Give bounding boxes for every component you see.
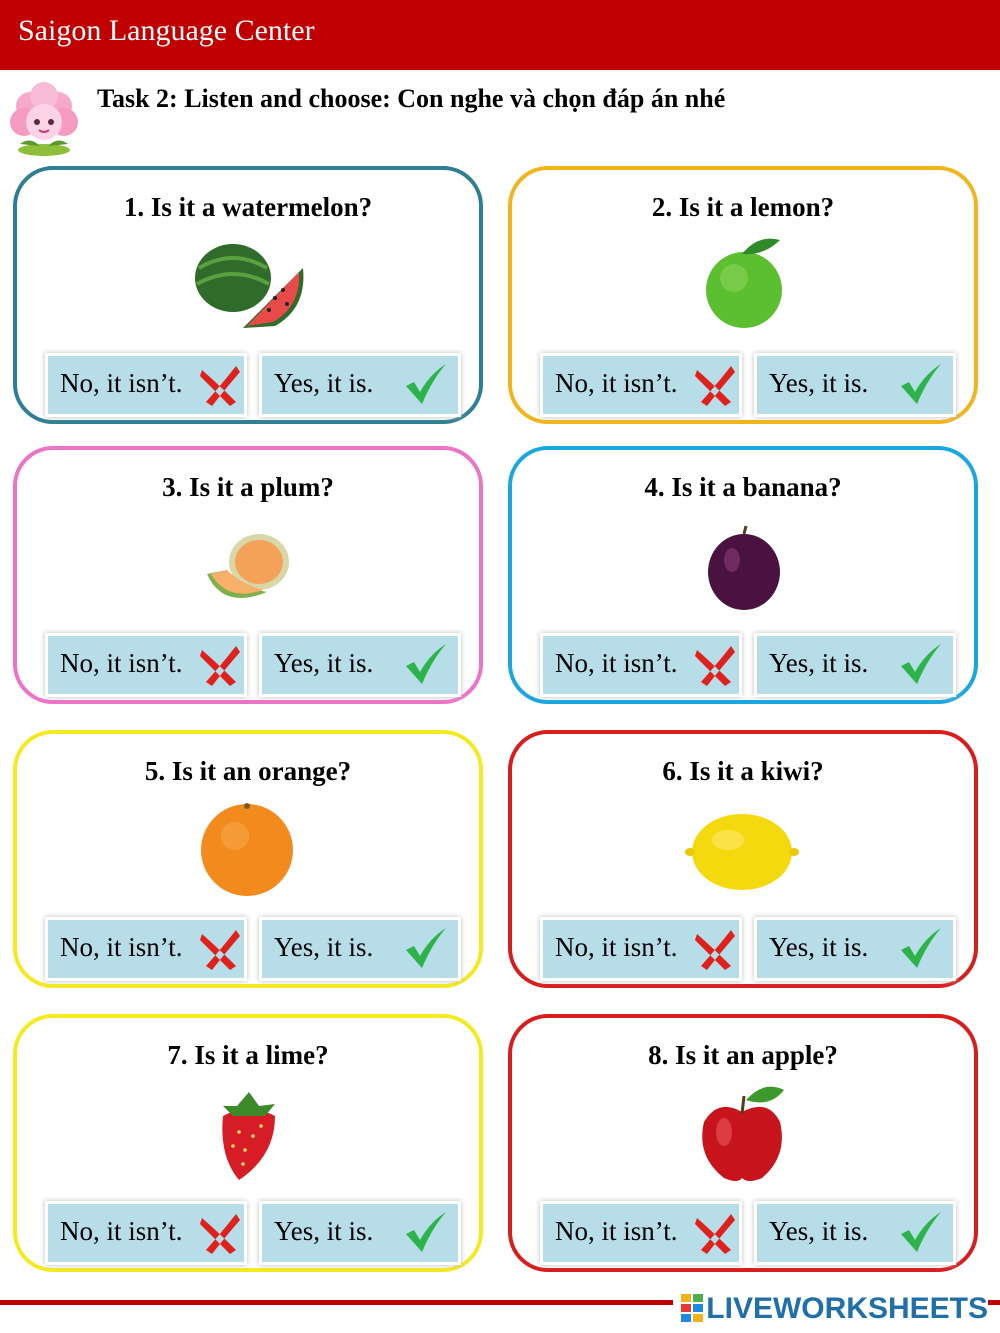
answer-yes-label: Yes, it is. [769,932,869,962]
orange-image [183,792,313,902]
cross-icon [691,362,737,408]
question-text: 2. Is it a lemon? [651,192,835,222]
cantaloupe-image [183,508,313,618]
question-card-8 [508,1014,978,1272]
answer-yes-label: Yes, it is. [274,932,374,962]
plum-image [678,508,808,618]
question-card-5 [13,730,483,988]
cross-icon [196,362,242,408]
answer-no-label: No, it isn’t. [60,648,183,678]
answer-no-button[interactable] [543,1204,739,1262]
answer-yes-button[interactable] [262,920,458,978]
answer-yes-button[interactable] [757,1204,953,1262]
brand-text: LIVEWORKSHEETS [706,1292,988,1325]
answer-yes-button[interactable] [262,636,458,694]
question-card-6 [508,730,978,988]
checkmark-icon [897,640,943,686]
checkmark-icon [402,1208,448,1254]
question-text: 1. Is it a watermelon? [123,192,373,222]
cross-icon [691,1210,737,1256]
answer-yes-label: Yes, it is. [769,1216,869,1246]
question-text: 7. Is it a lime? [167,1040,329,1070]
task-instruction: Task 2: Listen and choose: Con nghe và chọn đáp án nhé [97,84,726,113]
answer-no-label: No, it isn’t. [60,368,183,398]
answer-yes-button[interactable] [757,920,953,978]
question-text: 8. Is it an apple? [648,1040,838,1070]
question-card-4 [508,446,978,704]
question-text: 4. Is it a banana? [644,472,842,502]
cross-icon [691,926,737,972]
cross-icon [196,926,242,972]
checkmark-icon [897,360,943,406]
apple-image [678,1076,808,1186]
answer-no-button[interactable] [48,1204,244,1262]
liveworksheets-logo [673,1292,988,1326]
cross-icon [196,1210,242,1256]
answer-yes-label: Yes, it is. [274,1216,374,1246]
answer-yes-button[interactable] [262,1204,458,1262]
answer-yes-label: Yes, it is. [274,368,374,398]
answer-no-label: No, it isn’t. [60,1216,183,1246]
checkmark-icon [402,640,448,686]
answer-no-button[interactable] [48,356,244,414]
answer-no-button[interactable] [543,920,739,978]
question-card-1 [13,166,483,424]
question-card-7 [13,1014,483,1272]
answer-no-label: No, it isn’t. [555,648,678,678]
liveworksheets-blocks-icon [681,1294,703,1322]
question-card-2 [508,166,978,424]
lemon-image [678,792,808,902]
answer-no-button[interactable] [48,920,244,978]
question-card-3 [13,446,483,704]
question-text: 6. Is it a kiwi? [662,756,824,786]
flower-mascot-icon [0,82,88,158]
question-text: 3. Is it a plum? [162,472,334,502]
answer-no-label: No, it isn’t. [555,368,678,398]
checkmark-icon [402,360,448,406]
answer-no-label: No, it isn’t. [555,1216,678,1246]
lime-image [678,228,808,338]
checkmark-icon [897,1208,943,1254]
header-bar [0,0,1000,70]
answer-no-label: No, it isn’t. [555,932,678,962]
watermelon-image [183,228,313,338]
checkmark-icon [897,924,943,970]
answer-no-button[interactable] [543,356,739,414]
answer-yes-button[interactable] [757,636,953,694]
question-text: 5. Is it an orange? [144,756,352,786]
answer-yes-button[interactable] [757,356,953,414]
answer-yes-label: Yes, it is. [769,648,869,678]
answer-yes-button[interactable] [262,356,458,414]
cross-icon [691,642,737,688]
answer-yes-label: Yes, it is. [769,368,869,398]
center-title: Saigon Language Center [18,14,315,47]
answer-no-label: No, it isn’t. [60,932,183,962]
answer-no-button[interactable] [543,636,739,694]
checkmark-icon [402,924,448,970]
cross-icon [196,642,242,688]
answer-yes-label: Yes, it is. [274,648,374,678]
strawberry-image [183,1076,313,1186]
answer-no-button[interactable] [48,636,244,694]
